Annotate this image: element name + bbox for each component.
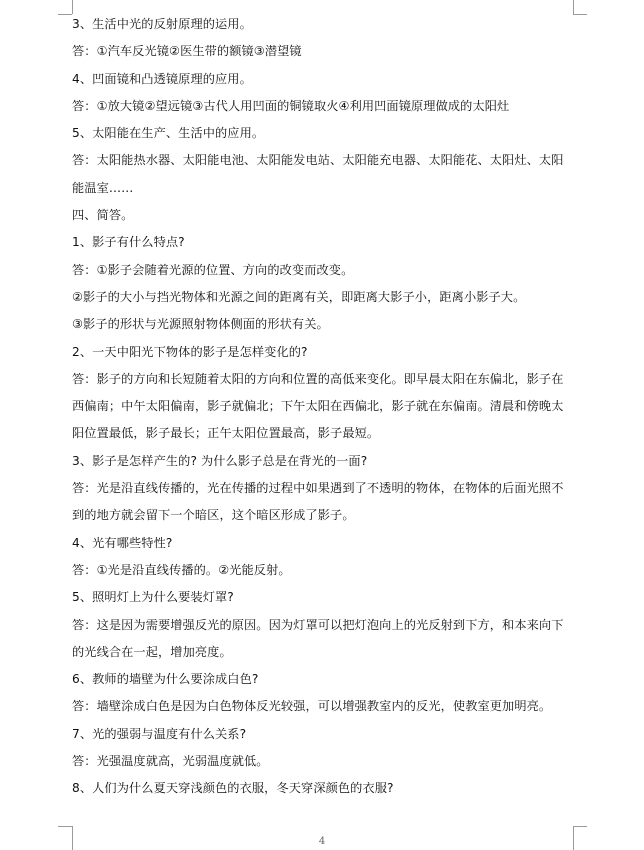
question-line: 1、影子有什么特点? bbox=[72, 235, 185, 250]
crop-mark-bottom-right-h bbox=[573, 826, 587, 827]
text-line: 答：太阳能热水器、太阳能电池、太阳能发电站、太阳能充电器、太阳能花、太阳灶、太阳 bbox=[72, 153, 564, 168]
text-line: 答：墙壁涂成白色是因为白色物体反光较强，可以增强教室内的反光，使教室更加明亮。 bbox=[72, 699, 552, 714]
crop-mark-bottom-left-h bbox=[58, 826, 72, 827]
text-line: 答：①放大镜②望远镜③古代人用凹面的铜镜取火④利用凹面镜原理做成的太阳灶 bbox=[72, 98, 510, 113]
question-line: 4、光有哪些特性? bbox=[72, 535, 173, 550]
text-line: 阳位置最低，影子最长；正午太阳位置最高，影子最短。 bbox=[72, 426, 380, 441]
crop-mark-top-left-h bbox=[58, 14, 72, 15]
document-body bbox=[72, 11, 572, 803]
text-line: 能温室…… bbox=[72, 180, 134, 195]
crop-mark-top-right-h bbox=[573, 14, 587, 15]
page-number: 4 bbox=[318, 836, 326, 847]
text-line: 答：①汽车反光镜②医生带的额镜③潜望镜 bbox=[72, 44, 302, 59]
question-line: 6、教师的墙壁为什么要涂成白色? bbox=[72, 672, 259, 687]
crop-mark-top-right-v bbox=[573, 0, 574, 14]
text-line: ②影子的大小与挡光物体和光源之间的距离有关，即距离大影子小，距离小影子大。 bbox=[72, 289, 526, 304]
text-line: 答：①光是沿直线传播的。②光能反射。 bbox=[72, 562, 291, 577]
question-line: 5、照明灯上为什么要装灯罩? bbox=[72, 590, 234, 605]
text-line: 答：影子的方向和长短随着太阳的方向和位置的高低来变化。即早晨太阳在东偏北，影子在 bbox=[72, 371, 564, 386]
text-line: 5、太阳能在生产、生活中的应用。 bbox=[72, 126, 265, 141]
text-line: 答：光是沿直线传播的，光在传播的过程中如果遇到了不透明的物体，在物体的后面光照不 bbox=[72, 481, 564, 496]
text-line: 3、生活中光的反射原理的运用。 bbox=[72, 17, 252, 31]
text-line: 的光线合在一起，增加亮度。 bbox=[72, 644, 232, 659]
question-line: 2、一天中阳光下物体的影子是怎样变化的? bbox=[72, 344, 308, 359]
question-line: 3、影子是怎样产生的? 为什么影子总是在背光的一面? bbox=[72, 453, 368, 468]
text-line: 答：这是因为需要增强反光的原因。因为灯罩可以把灯泡向上的光反射到下方，和本来向下 bbox=[72, 617, 564, 632]
text-line: 答：①影子会随着光源的位置、方向的改变而改变。 bbox=[72, 262, 354, 277]
text-line: 西偏南；中午太阳偏南，影子就偏北；下午太阳在西偏北，影子就在东偏南。清晨和傍晚太 bbox=[72, 399, 564, 414]
text-line: 到的地方就会留下一个暗区，这个暗区形成了影子。 bbox=[72, 508, 355, 523]
text-line: ③影子的形状与光源照射物体侧面的形状有关。 bbox=[72, 317, 329, 332]
question-line: 7、光的强弱与温度有什么关系? bbox=[72, 726, 247, 741]
text-line: 答：光强温度就高，光弱温度就低。 bbox=[72, 754, 269, 769]
section-heading: 四、简答。 bbox=[72, 208, 134, 223]
text-line: 4、凹面镜和凸透镜原理的应用。 bbox=[72, 71, 252, 86]
question-line: 8、人们为什么夏天穿浅颜色的衣服，冬天穿深颜色的衣服? bbox=[72, 781, 394, 796]
